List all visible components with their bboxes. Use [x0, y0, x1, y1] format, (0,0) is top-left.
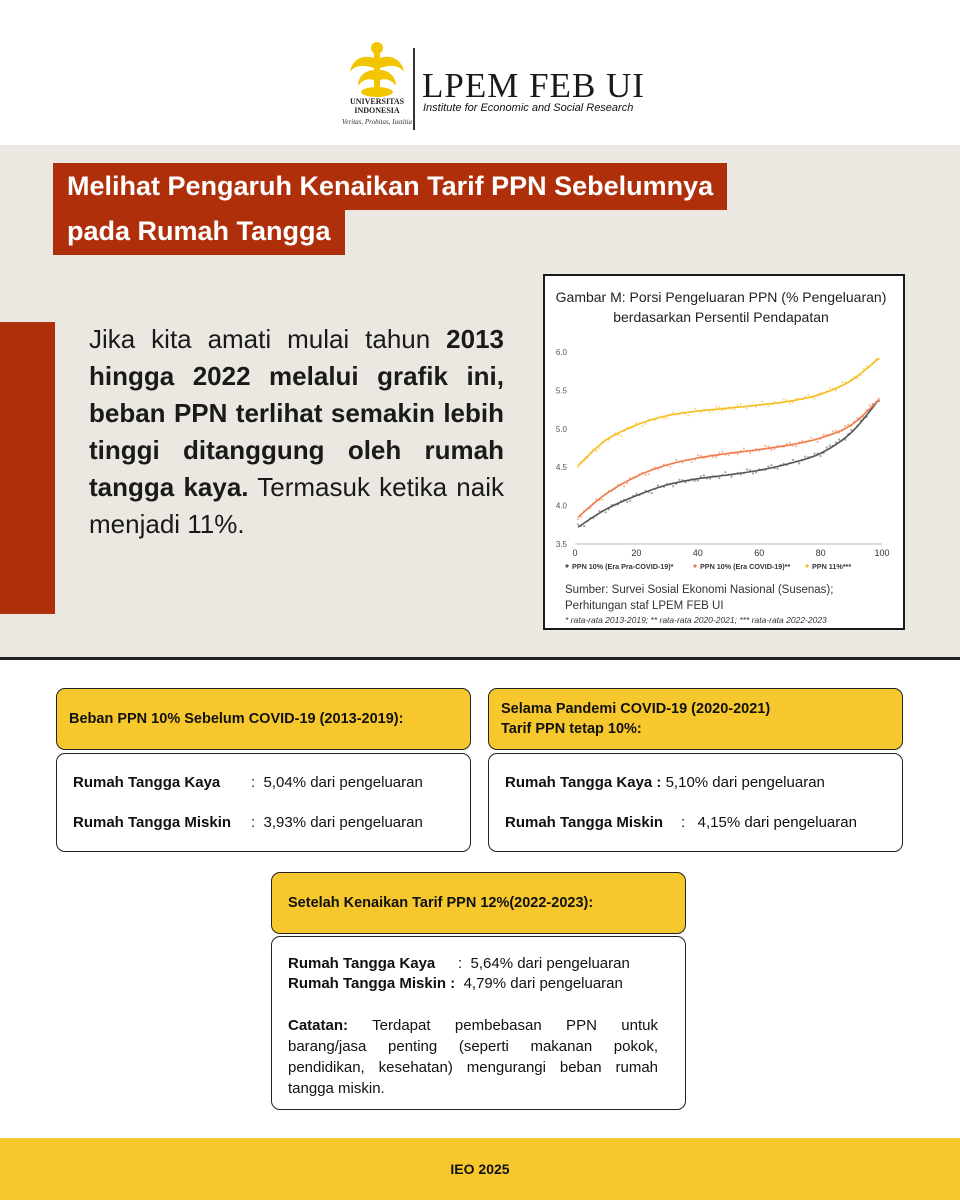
footer-bar — [0, 1138, 960, 1200]
card-covid-heading-line-1: Selama Pandemi COVID-19 (2020-2021) — [501, 701, 771, 717]
after-note-label: Catatan: — [288, 1017, 349, 1034]
scatter-point — [724, 471, 726, 473]
intro-section — [0, 145, 960, 660]
scatter-point — [807, 394, 809, 396]
lpem-subtitle: Institute for Economic and Social Research — [423, 102, 634, 114]
scatter-point — [734, 408, 736, 410]
scatter-point — [730, 476, 732, 478]
covid-rich-label: Rumah Tangga Kaya : — [505, 774, 662, 791]
after-colon: : — [458, 955, 471, 972]
scatter-point — [715, 406, 717, 408]
x-tick-label: 100 — [874, 548, 890, 558]
legend-label: PPN 10% (Era Pra-COVID-19)* — [572, 562, 674, 571]
scatter-point — [832, 430, 834, 432]
x-tick-label: 60 — [754, 548, 765, 558]
scatter-point — [740, 403, 742, 405]
scatter-point — [694, 408, 696, 410]
lpem-logo-text: LPEM FEB UI — [422, 66, 645, 105]
scatter-point — [844, 425, 846, 427]
scatter-point — [783, 398, 785, 400]
intro-text-1: Jika kita amati mulai tahun — [89, 324, 447, 354]
y-tick-label: 4.0 — [555, 501, 567, 511]
scatter-point — [718, 452, 720, 454]
after-rich-label: Rumah Tangga Kaya — [288, 955, 436, 972]
chart-svg — [545, 276, 903, 628]
scatter-point — [577, 523, 579, 525]
header — [0, 0, 960, 145]
scatter-point — [697, 479, 699, 481]
scatter-point — [829, 387, 831, 389]
page-title-line-2: pada Rumah Tangga — [53, 208, 345, 255]
scatter-point — [629, 500, 631, 502]
scatter-point — [666, 417, 668, 419]
y-tick-label: 5.5 — [555, 386, 567, 396]
pre-covid-colon: : — [251, 774, 264, 791]
card-pre-covid-heading-text: Beban PPN 10% Sebelum COVID-19 (2013-2019): — [69, 711, 404, 727]
scatter-point — [777, 468, 779, 470]
scatter-point — [626, 501, 628, 503]
ui-institution-name: UNIVERSITAS INDONESIA — [349, 97, 405, 115]
scatter-point — [820, 455, 822, 457]
scatter-point — [847, 424, 849, 426]
after-rich-value-row — [458, 955, 630, 972]
x-tick-label: 80 — [815, 548, 826, 558]
scatter-point — [804, 395, 806, 397]
scatter-point — [789, 442, 791, 444]
scatter-point — [835, 430, 837, 432]
scatter-point — [823, 434, 825, 436]
legend-marker — [565, 564, 568, 567]
scatter-point — [709, 411, 711, 413]
pre-covid-colon-2: : — [251, 814, 264, 831]
intro-text-bold: 2013 hingga 2022 melalui grafik ini, beban PPN terlihat semakin lebih tinggi ditanggung oleh rumah tangga kaya. — [89, 324, 504, 502]
scatter-point — [691, 461, 693, 463]
scatter-point — [835, 389, 837, 391]
scatter-point — [721, 451, 723, 453]
chart-figure — [543, 274, 905, 630]
ui-motto: Veritas, Probitas, Iustitia — [341, 118, 413, 126]
chart-title-line-2: berdasarkan Persentil Pendapatan — [613, 309, 829, 325]
scatter-point — [715, 456, 717, 458]
scatter-point — [749, 452, 751, 454]
scatter-point — [663, 418, 665, 420]
scatter-point — [635, 422, 637, 424]
scatter-point — [810, 437, 812, 439]
scatter-point — [678, 479, 680, 481]
after-note-text: Terdapat pembebasan PPN untuk barang/jasa penting (seperti makanan pokok, pendidikan, kesehatan) mengurangi beban rumah tangga miskin. — [288, 1017, 658, 1097]
makara-ui-logo-icon — [346, 40, 408, 98]
scatter-point — [841, 381, 843, 383]
covid-rich-row — [505, 774, 825, 791]
scatter-point — [672, 485, 674, 487]
scatter-point — [798, 462, 800, 464]
series-line — [578, 358, 879, 466]
card-after-heading — [271, 872, 686, 934]
scatter-point — [838, 438, 840, 440]
scatter-point — [595, 450, 597, 452]
x-tick-label: 40 — [692, 548, 703, 558]
scatter-point — [767, 405, 769, 407]
y-tick-label: 4.5 — [555, 463, 567, 473]
scatter-point — [764, 445, 766, 447]
pre-covid-rich-label: Rumah Tangga Kaya — [73, 774, 221, 791]
chart-plot-area — [556, 348, 890, 558]
chart-footnote: * rata-rata 2013-2019; ** rata-rata 2020-2021; *** rata-rata 2022-2023 — [565, 615, 827, 625]
scatter-point — [869, 404, 871, 406]
scatter-point — [816, 441, 818, 443]
scatter-point — [598, 447, 600, 449]
scatter-point — [687, 414, 689, 416]
scatter-point — [804, 455, 806, 457]
scatter-point — [577, 518, 579, 520]
covid-rich-value: 5,10% dari pengeluaran — [665, 774, 825, 791]
card-covid-body — [488, 753, 903, 852]
scatter-point — [602, 498, 604, 500]
card-after-body — [271, 936, 686, 1110]
scatter-point — [737, 453, 739, 455]
scatter-point — [789, 402, 791, 404]
pre-covid-poor-value: 3,93% dari pengeluaran — [263, 814, 423, 831]
scatter-point — [795, 445, 797, 447]
covid-poor-value-row — [681, 814, 857, 831]
scatter-point — [746, 407, 748, 409]
scatter-point — [770, 449, 772, 451]
scatter-point — [752, 472, 754, 474]
legend-label: PPN 10% (Era COVID-19)** — [700, 562, 791, 571]
scatter-point — [605, 511, 607, 513]
scatter-point — [669, 466, 671, 468]
page-title-line-1: Melihat Pengaruh Kenaikan Tarif PPN Sebelumnya — [53, 163, 727, 210]
scatter-point — [623, 485, 625, 487]
legend-label: PPN 11%*** — [812, 562, 852, 571]
section-divider — [0, 657, 960, 660]
scatter-point — [672, 412, 674, 414]
scatter-point — [770, 464, 772, 466]
scatter-point — [620, 435, 622, 437]
scatter-point — [862, 368, 864, 370]
covid-colon: : — [681, 814, 698, 831]
scatter-point — [703, 474, 705, 476]
scatter-point — [675, 459, 677, 461]
scatter-point — [645, 474, 647, 476]
pre-covid-rich-value: 5,04% dari pengeluaran — [263, 774, 423, 791]
card-pre-covid-heading — [56, 688, 471, 750]
scatter-point — [651, 492, 653, 494]
scatter-point — [767, 465, 769, 467]
card-covid-heading-line-2: Tarif PPN tetap 10%: — [501, 721, 642, 737]
scatter-point — [641, 425, 643, 427]
scatter-point — [700, 475, 702, 477]
after-poor-label: Rumah Tangga Miskin : — [288, 975, 456, 992]
legend-marker — [693, 564, 696, 567]
pre-covid-poor-row — [73, 814, 231, 831]
chart-source-line-1: Sumber: Survei Sosial Ekonomi Nasional (Susenas); — [565, 584, 834, 596]
scatter-point — [737, 404, 739, 406]
legend-marker — [805, 564, 808, 567]
scatter-point — [657, 484, 659, 486]
scatter-point — [743, 447, 745, 449]
after-poor-row — [288, 975, 623, 992]
scatter-point — [583, 525, 585, 527]
pre-covid-rich-row — [73, 774, 220, 791]
scatter-point — [694, 480, 696, 482]
x-tick-label: 20 — [631, 548, 642, 558]
scatter-point — [761, 401, 763, 403]
pre-covid-poor-label: Rumah Tangga Miskin — [73, 814, 232, 831]
chart-source-line-2: Perhitungan staf LPEM FEB UI — [565, 600, 724, 612]
scatter-point — [697, 454, 699, 456]
y-tick-label: 3.5 — [555, 540, 567, 549]
after-rich-row — [288, 955, 435, 972]
pre-covid-poor-value-row — [251, 814, 423, 831]
x-tick-label: 0 — [572, 548, 578, 558]
scatter-point — [792, 459, 794, 461]
intro-paragraph — [89, 321, 504, 543]
scatter-point — [746, 468, 748, 470]
decorative-red-bar — [0, 322, 55, 614]
pre-covid-rich-value-row — [251, 774, 423, 791]
after-poor-value: 4,79% dari pengeluaran — [463, 975, 623, 992]
scatter-point — [826, 446, 828, 448]
logo-divider — [413, 48, 415, 130]
covid-poor-row — [505, 814, 663, 831]
scatter-point — [813, 397, 815, 399]
series-line — [578, 400, 879, 527]
card-covid-heading — [488, 688, 903, 750]
scatter-point — [718, 477, 720, 479]
scatter-point — [648, 473, 650, 475]
card-pre-covid-body — [56, 753, 471, 852]
intro-text-2: Termasuk ketika naik menjadi 11%. — [89, 472, 505, 539]
scatter-point — [829, 445, 831, 447]
scatter-point — [645, 423, 647, 425]
scatter-point — [813, 453, 815, 455]
footer-label: IEO 2025 — [450, 1161, 510, 1177]
card-after-heading-text: Setelah Kenaikan Tarif PPN 12%(2022-2023): — [288, 895, 594, 911]
after-rich-value: 5,64% dari pengeluaran — [470, 955, 630, 972]
chart-legend — [565, 562, 851, 571]
scatter-point — [718, 406, 720, 408]
chart-title-line-1: Gambar M: Porsi Pengeluaran PPN (% Pengeluaran) — [555, 289, 887, 305]
covid-poor-label: Rumah Tangga Miskin — [505, 814, 664, 831]
covid-poor-value: 4,15% dari pengeluaran — [697, 814, 857, 831]
after-note — [288, 1015, 658, 1099]
y-tick-label: 6.0 — [555, 348, 567, 357]
y-tick-label: 5.0 — [555, 424, 567, 434]
